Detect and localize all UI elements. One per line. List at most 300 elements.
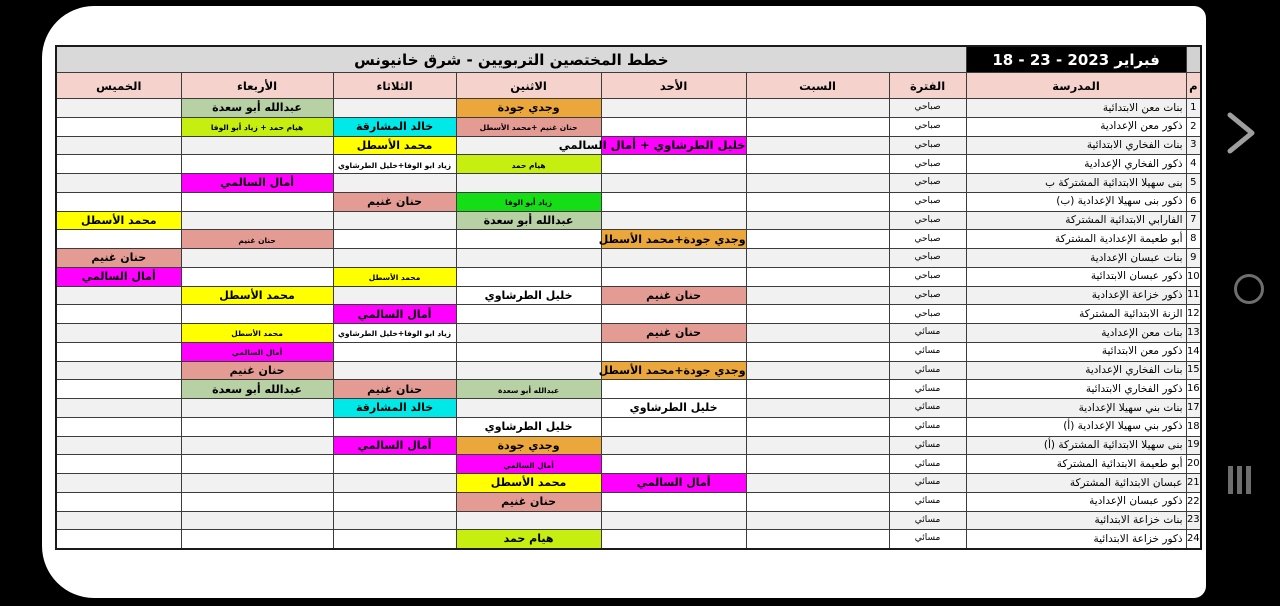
schedule-cell: [56, 211, 181, 230]
school-name-cell: الزنة الابتدائية المشتركة: [966, 305, 1186, 324]
empty-cell: [56, 399, 181, 418]
empty-cell: [181, 417, 333, 436]
table-row: [56, 117, 1201, 136]
row-number-cell: 5: [1186, 174, 1201, 193]
schedule-cell: [456, 474, 601, 493]
schedule-cell: [56, 249, 181, 268]
period-cell: مسائي: [889, 530, 966, 549]
table-row: [56, 267, 1201, 286]
empty-cell: [746, 192, 889, 211]
empty-cell: [746, 155, 889, 174]
period-cell: صباحي: [889, 305, 966, 324]
empty-cell: [746, 324, 889, 343]
row-number-cell: 16: [1186, 380, 1201, 399]
specialist-name: حنان غنيم: [646, 288, 701, 302]
empty-cell: [601, 117, 746, 136]
empty-cell: [56, 511, 181, 530]
date-range: 18 - 23 - فبراير 2023: [966, 46, 1186, 73]
table-row: [56, 530, 1201, 549]
empty-cell: [746, 99, 889, 118]
specialist-name: حنان غنيم: [91, 251, 147, 265]
sheet-title: خطط المختصين التربويين - شرق خانيونس: [56, 46, 966, 73]
empty-cell: [56, 436, 181, 455]
period-cell: صباحي: [889, 136, 966, 155]
row-number-cell: 15: [1186, 361, 1201, 380]
empty-cell: [746, 455, 889, 474]
specialist-name: زياد ابو الوفا+خليل الطرشاوي: [337, 329, 452, 339]
empty-cell: [601, 342, 746, 361]
schedule-cell: [333, 117, 456, 136]
row-number-cell: 3: [1186, 136, 1201, 155]
specialist-name: أمال السالمي: [220, 176, 295, 190]
empty-cell: [56, 380, 181, 399]
specialist-name: خالد المشارقة: [355, 401, 434, 415]
empty-cell: [746, 436, 889, 455]
row-number-cell: 7: [1186, 211, 1201, 230]
empty-cell: [601, 174, 746, 193]
empty-cell: [746, 399, 889, 418]
empty-cell: [746, 305, 889, 324]
school-name-cell: بنات الفخاري الابتدائية: [966, 136, 1186, 155]
period-cell: مسائي: [889, 474, 966, 493]
schedule-cell: [333, 399, 456, 418]
schedule-cell: [456, 530, 601, 549]
empty-cell: [333, 474, 456, 493]
row-number-cell: 24: [1186, 530, 1201, 549]
period-cell: صباحي: [889, 117, 966, 136]
schedule-cell: [598, 361, 746, 380]
school-name-cell: بنات معن الإعدادية: [966, 324, 1186, 343]
period-cell: صباحي: [889, 174, 966, 193]
row-number-cell: 8: [1186, 230, 1201, 249]
specialist-name: حنان غنيم: [501, 495, 556, 509]
empty-cell: [181, 136, 333, 155]
row-number-cell: 10: [1186, 267, 1201, 286]
specialist-name: محمد الأسطل: [231, 329, 283, 339]
schedule-cell: [181, 380, 333, 399]
period-cell: مسائي: [889, 436, 966, 455]
title-row: [56, 46, 1201, 73]
school-name-cell: ذكور خزاعة الابتدائية: [966, 530, 1186, 549]
empty-cell: [601, 436, 746, 455]
row-number-cell: 20: [1186, 455, 1201, 474]
schedule-cell: [456, 155, 601, 174]
empty-cell: [746, 530, 889, 549]
empty-cell: [56, 117, 181, 136]
period-cell: صباحي: [889, 192, 966, 211]
specialist-name: خالد المشارقة: [355, 120, 434, 134]
empty-cell: [333, 417, 456, 436]
empty-cell: [56, 305, 181, 324]
schedule-cell: [456, 417, 601, 436]
empty-cell: [601, 211, 746, 230]
empty-cell: [333, 530, 456, 549]
table-row: [56, 511, 1201, 530]
empty-cell: [181, 436, 333, 455]
school-name-cell: ذكور الفخاري الابتدائية: [966, 380, 1186, 399]
empty-cell: [56, 99, 181, 118]
empty-cell: [56, 324, 181, 343]
empty-cell: [746, 117, 889, 136]
row-number-cell: 9: [1186, 249, 1201, 268]
table-body: [56, 99, 1201, 549]
empty-cell: [56, 492, 181, 511]
table-row: [56, 436, 1201, 455]
empty-cell: [181, 249, 333, 268]
school-name-cell: أبو طعيمة الابتدائية المشتركة: [966, 455, 1186, 474]
empty-cell: [456, 174, 601, 193]
empty-cell: [746, 361, 889, 380]
specialist-name: خليل الطرشاوي: [484, 288, 573, 302]
empty-cell: [181, 305, 333, 324]
specialist-name: وجدي جودة: [497, 101, 560, 115]
next-image-icon[interactable]: [1224, 110, 1260, 156]
period-cell: مسائي: [889, 342, 966, 361]
school-name-cell: ذكور خزاعة الإعدادية: [966, 286, 1186, 305]
row-number-cell: 12: [1186, 305, 1201, 324]
specialist-name: هيام حمد + زياد أبو الوفا: [210, 123, 304, 133]
table-row: [56, 155, 1201, 174]
specialist-name: حنان غنيم: [229, 363, 285, 377]
schedule-cell: [601, 324, 746, 343]
empty-cell: [601, 492, 746, 511]
empty-cell: [56, 192, 181, 211]
school-name-cell: ذكور معن الابتدائية: [966, 342, 1186, 361]
schedule-cell: [181, 361, 333, 380]
empty-cell: [746, 174, 889, 193]
specialist-name: محمد الأسطل: [80, 213, 157, 227]
specialist-name: حنان غنيم: [367, 382, 422, 396]
specialists-schedule-table: [55, 45, 1202, 550]
empty-cell: [56, 136, 181, 155]
empty-cell: [601, 417, 746, 436]
empty-cell: [601, 380, 746, 399]
schedule-cell: [181, 324, 333, 343]
schedule-cell: [333, 192, 456, 211]
empty-cell: [746, 511, 889, 530]
screenshot-panel: [42, 6, 1206, 598]
empty-cell: [181, 474, 333, 493]
schedule-cell: [181, 174, 333, 193]
empty-cell: [746, 474, 889, 493]
column-header-tuesday: الثلاثاء: [333, 73, 456, 99]
schedule-cell: [333, 305, 456, 324]
empty-cell: [333, 361, 456, 380]
header-row: [56, 73, 1201, 99]
specialist-name: محمد الأسطل: [356, 138, 433, 152]
specialist-name: خليل الطرشاوي + أمال السالمي: [558, 137, 746, 152]
empty-cell: [333, 511, 456, 530]
specialist-name: خليل الطرشاوي: [484, 420, 573, 434]
specialist-name: هيام حمد: [503, 532, 554, 546]
home-icon[interactable]: [1234, 274, 1264, 304]
row-number-cell: 2: [1186, 117, 1201, 136]
table-row: [56, 492, 1201, 511]
schedule-cell: [456, 117, 601, 136]
empty-cell: [333, 174, 456, 193]
school-name-cell: عبسان الابتدائية المشتركة: [966, 474, 1186, 493]
schedule-cell: [456, 436, 601, 455]
row-number-cell: 23: [1186, 511, 1201, 530]
schedule-cell: [333, 155, 456, 174]
empty-cell: [601, 99, 746, 118]
schedule-cell: [558, 136, 746, 155]
empty-cell: [56, 361, 181, 380]
row-number-cell: 6: [1186, 192, 1201, 211]
empty-cell: [746, 380, 889, 399]
column-header-wednesday: الأربعاء: [181, 73, 333, 99]
empty-cell: [456, 399, 601, 418]
specialist-name: حنان غنيم: [367, 195, 422, 209]
empty-cell: [181, 455, 333, 474]
period-cell: صباحي: [889, 211, 966, 230]
specialist-name: أمال السالمي: [357, 307, 432, 321]
empty-cell: [601, 455, 746, 474]
schedule-cell: [598, 230, 746, 249]
empty-cell: [746, 492, 889, 511]
empty-cell: [456, 267, 601, 286]
row-number-cell: 1: [1186, 99, 1201, 118]
schedule-cell: [601, 286, 746, 305]
school-name-cell: بنات بني سهيلا الإعدادية: [966, 399, 1186, 418]
specialist-name: وجدي جودة+محمد الأسطل: [598, 363, 746, 377]
empty-cell: [456, 361, 601, 380]
empty-cell: [56, 230, 181, 249]
schedule-cell: [456, 492, 601, 511]
school-name-cell: ذكور الفخاري الإعدادية: [966, 155, 1186, 174]
school-name-cell: بنى سهيلا الابتدائية المشتركة (أ): [966, 436, 1186, 455]
row-number-cell: 13: [1186, 324, 1201, 343]
period-cell: مسائي: [889, 455, 966, 474]
specialist-name: محمد الأسطل: [490, 476, 567, 490]
period-cell: مسائي: [889, 492, 966, 511]
schedule-cell: [456, 192, 601, 211]
table-row: [56, 211, 1201, 230]
school-name-cell: ذكور بنى سهيلا الإعدادية (ب): [966, 192, 1186, 211]
empty-cell: [181, 530, 333, 549]
table-row: [56, 286, 1201, 305]
school-name-cell: بنات خزاعة الابتدائية: [966, 511, 1186, 530]
specialist-name: هيام حمد: [511, 160, 546, 170]
specialist-name: خليل الطرشاوي: [629, 401, 718, 415]
period-cell: صباحي: [889, 267, 966, 286]
empty-cell: [181, 267, 333, 286]
table-row: [56, 324, 1201, 343]
table-row: [56, 361, 1201, 380]
empty-cell: [56, 474, 181, 493]
specialist-name: وجدي جودة+محمد الأسطل: [598, 232, 746, 246]
specialist-name: حنان غنيم: [646, 326, 701, 340]
schedule-cell: [456, 455, 601, 474]
period-cell: صباحي: [889, 286, 966, 305]
empty-cell: [56, 286, 181, 305]
specialist-name: عبدالله أبو سعدة: [483, 213, 574, 227]
schedule-cell: [601, 399, 746, 418]
recent-apps-icon[interactable]: [1228, 466, 1251, 494]
table-row: [56, 305, 1201, 324]
row-number-cell: 14: [1186, 342, 1201, 361]
schedule-cell: [56, 267, 181, 286]
empty-cell: [181, 155, 333, 174]
empty-cell: [181, 492, 333, 511]
table-row: [56, 417, 1201, 436]
period-cell: صباحي: [889, 155, 966, 174]
row-number-cell: 11: [1186, 286, 1201, 305]
empty-cell: [333, 342, 456, 361]
table-row: [56, 99, 1201, 118]
column-header-school: المدرسة: [966, 73, 1186, 99]
column-header-number: م: [1186, 73, 1201, 99]
empty-cell: [56, 417, 181, 436]
table-row: [56, 174, 1201, 193]
empty-cell: [746, 342, 889, 361]
specialist-name: وجدي جودة: [497, 438, 560, 452]
row-number-cell: 18: [1186, 417, 1201, 436]
empty-cell: [456, 230, 601, 249]
specialist-name: أمال السالمي: [503, 460, 554, 470]
period-cell: صباحي: [889, 99, 966, 118]
specialist-name: عبدالله أبو سعدة: [212, 382, 302, 396]
empty-cell: [333, 211, 456, 230]
corner-cell: [1186, 46, 1201, 73]
empty-cell: [746, 286, 889, 305]
school-name-cell: بنى سهيلا الابتدائية المشتركة ب: [966, 174, 1186, 193]
specialist-name: زياد أبو الوفا: [505, 198, 553, 208]
schedule-cell: [456, 99, 601, 118]
school-name-cell: ذكور بني سهيلا الإعدادية (أ): [966, 417, 1186, 436]
empty-cell: [601, 249, 746, 268]
specialist-name: زياد ابو الوفا+خليل الطرشاوي: [337, 160, 452, 170]
empty-cell: [601, 267, 746, 286]
empty-cell: [601, 511, 746, 530]
empty-cell: [181, 211, 333, 230]
table-row: [56, 230, 1201, 249]
table-row: [56, 474, 1201, 493]
specialist-name: أمال السالمي: [636, 476, 711, 490]
row-number-cell: 21: [1186, 474, 1201, 493]
empty-cell: [601, 155, 746, 174]
empty-cell: [56, 155, 181, 174]
empty-cell: [333, 230, 456, 249]
period-cell: مسائي: [889, 417, 966, 436]
empty-cell: [746, 417, 889, 436]
empty-cell: [456, 305, 601, 324]
table-row: [56, 136, 1201, 155]
schedule-cell: [333, 267, 456, 286]
schedule-cell: [456, 380, 601, 399]
empty-cell: [746, 249, 889, 268]
school-name-cell: ذكور معن الإعدادية: [966, 117, 1186, 136]
table-row: [56, 342, 1201, 361]
empty-cell: [56, 455, 181, 474]
empty-cell: [333, 99, 456, 118]
empty-cell: [181, 399, 333, 418]
period-cell: مسائي: [889, 399, 966, 418]
empty-cell: [56, 530, 181, 549]
period-cell: مسائي: [889, 361, 966, 380]
schedule-cell: [181, 230, 333, 249]
row-number-cell: 17: [1186, 399, 1201, 418]
empty-cell: [181, 511, 333, 530]
specialist-name: محمد الأسطل: [368, 273, 421, 283]
period-cell: مسائي: [889, 511, 966, 530]
specialist-name: محمد الأسطل: [219, 288, 295, 302]
table-row: [56, 192, 1201, 211]
schedule-cell: [333, 324, 456, 343]
specialist-name: أمال السالمي: [231, 348, 283, 358]
empty-cell: [181, 192, 333, 211]
column-header-saturday: السبت: [746, 73, 889, 99]
empty-cell: [456, 324, 601, 343]
period-cell: مسائي: [889, 324, 966, 343]
row-number-cell: 4: [1186, 155, 1201, 174]
empty-cell: [601, 530, 746, 549]
school-name-cell: بنات معن الابتدائية: [966, 99, 1186, 118]
school-name-cell: الفارابي الابتدائية المشتركة: [966, 211, 1186, 230]
empty-cell: [333, 455, 456, 474]
schedule-cell: [181, 286, 333, 305]
empty-cell: [601, 305, 746, 324]
table-row: [56, 249, 1201, 268]
empty-cell: [746, 230, 889, 249]
specialist-name: عبدالله أبو سعدة: [497, 385, 560, 395]
specialist-name: حنان غنيم +محمد الأسطل: [479, 123, 578, 133]
specialist-name: عبدالله أبو سعدة: [212, 101, 302, 115]
empty-cell: [601, 192, 746, 211]
column-header-sunday: الأحد: [601, 73, 746, 99]
period-cell: صباحي: [889, 249, 966, 268]
table-row: [56, 399, 1201, 418]
school-name-cell: بنات الفخاري الإعدادية: [966, 361, 1186, 380]
schedule-cell: [181, 342, 333, 361]
column-header-thursday: الخميس: [56, 73, 181, 99]
empty-cell: [746, 267, 889, 286]
schedule-cell: [333, 436, 456, 455]
empty-cell: [456, 249, 601, 268]
specialist-name: أمال السالمي: [357, 438, 432, 452]
school-name-cell: ذكور عبسان الإعدادية: [966, 492, 1186, 511]
empty-cell: [56, 174, 181, 193]
schedule-cell: [181, 99, 333, 118]
empty-cell: [56, 342, 181, 361]
column-header-monday: الاثنين: [456, 73, 601, 99]
empty-cell: [333, 492, 456, 511]
empty-cell: [333, 286, 456, 305]
schedule-cell: [181, 117, 333, 136]
school-name-cell: أبو طعيمة الإعدادية المشتركة: [966, 230, 1186, 249]
empty-cell: [746, 136, 889, 155]
school-name-cell: ذكور عبسان الابتدائية: [966, 267, 1186, 286]
schedule-cell: [601, 474, 746, 493]
row-number-cell: 19: [1186, 436, 1201, 455]
period-cell: صباحي: [889, 230, 966, 249]
schedule-cell: [456, 286, 601, 305]
schedule-cell: [333, 136, 456, 155]
schedule-cell: [333, 380, 456, 399]
school-name-cell: بنات عبسان الإعدادية: [966, 249, 1186, 268]
specialist-name: حنان غنيم: [238, 235, 276, 245]
table-row: [56, 380, 1201, 399]
schedule-cell: [456, 211, 601, 230]
empty-cell: [456, 342, 601, 361]
empty-cell: [456, 511, 601, 530]
column-header-period: الفترة: [889, 73, 966, 99]
empty-cell: [746, 211, 889, 230]
specialist-name: أمال السالمي: [81, 270, 156, 284]
empty-cell: [333, 249, 456, 268]
row-number-cell: 22: [1186, 492, 1201, 511]
table-row: [56, 455, 1201, 474]
